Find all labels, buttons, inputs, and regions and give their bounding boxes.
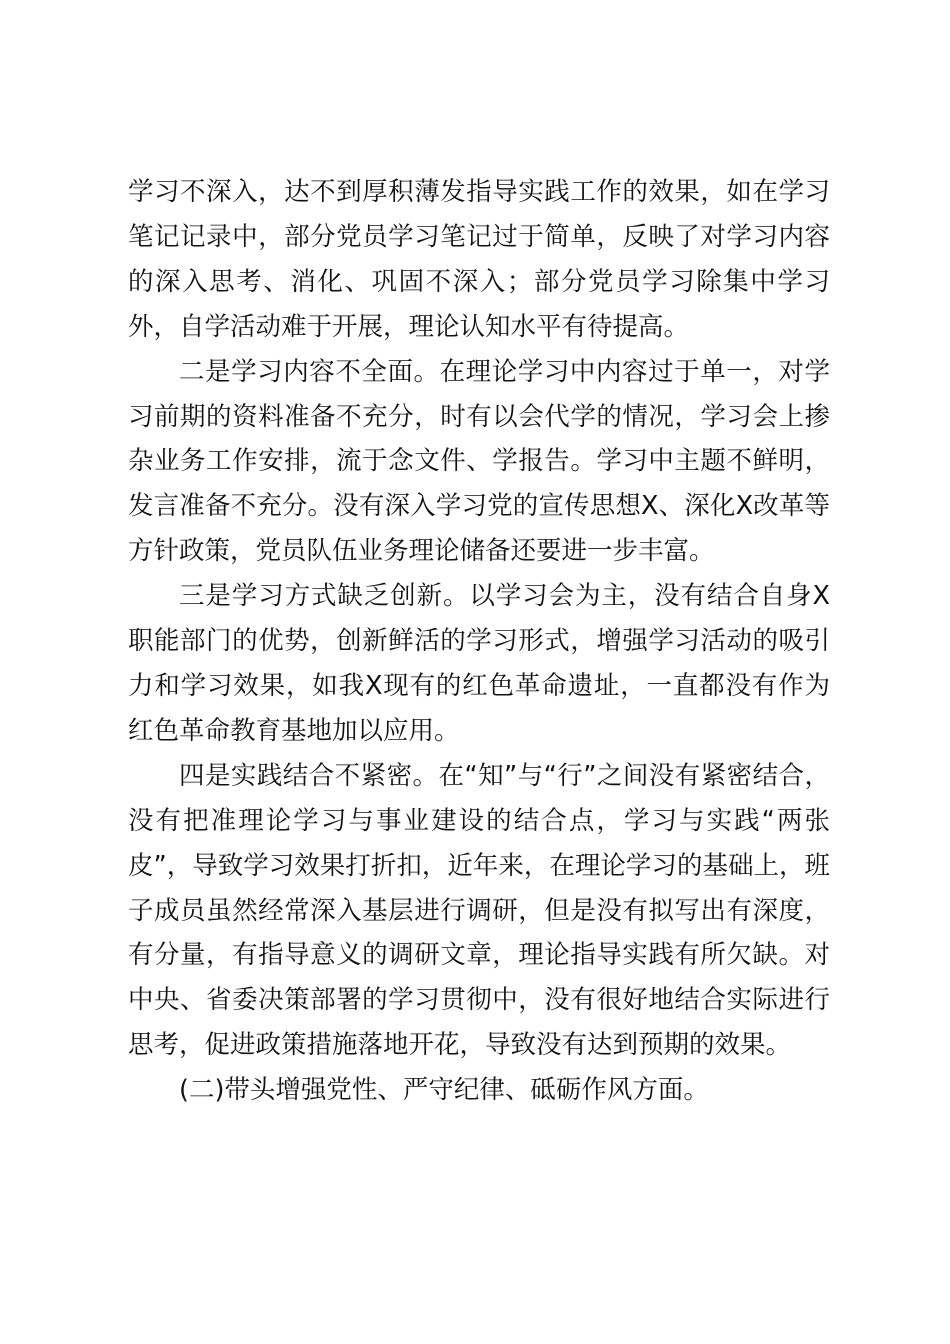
section-heading: (二)带头增强党性、严守纪律、砥砺作风方面。 [179, 1075, 709, 1106]
paragraph-practice: 四是实践结合不紧密。在“知”与“行”之间没有紧密结合，没有把准理论学习与事业建设的结合点，学习与实践“两张皮”，导致学习效果打折扣，近年来，在理论学习的基础上，班子成员虽然经常深入基层进行调研，但是没有拟写出有深度，有分量，有指导意义的调研文章，理论指导实践有所欠缺。对中央、省委决策部署的学习贯彻中，没有很好地结合实际进行思考，促进政策措施落地开花，导致没有达到预期的效果。 [128, 760, 830, 1061]
document-body [128, 170, 830, 1113]
paragraph-study-content: 二是学习内容不全面。在理论学习中内容过于单一，对学习前期的资料准备不充分，时有以会代学的情况，学习会上掺杂业务工作安排，流于念文件、学报告。学习中主题不鲜明，发言准备不充分。没有深入学习党的宣传思想X、深化X改革等方针政策，党员队伍业务理论储备还要进一步丰富。 [128, 356, 830, 567]
paragraph-study-method: 三是学习方式缺乏创新。以学习会为主，没有结合自身X职能部门的优势，创新鲜活的学习形式，增强学习活动的吸引力和学习效果，如我X现有的红色革命遗址，一直都没有作为红色革命教育基地加以应用。 [128, 581, 830, 746]
paragraph-continuation: 学习不深入，达不到厚积薄发指导实践工作的效果，如在学习笔记记录中，部分党员学习笔记过于简单，反映了对学习内容的深入思考、消化、巩固不深入；部分党员学习除集中学习外，自学活动难于开展，理论认知水平有待提高。 [128, 177, 830, 342]
